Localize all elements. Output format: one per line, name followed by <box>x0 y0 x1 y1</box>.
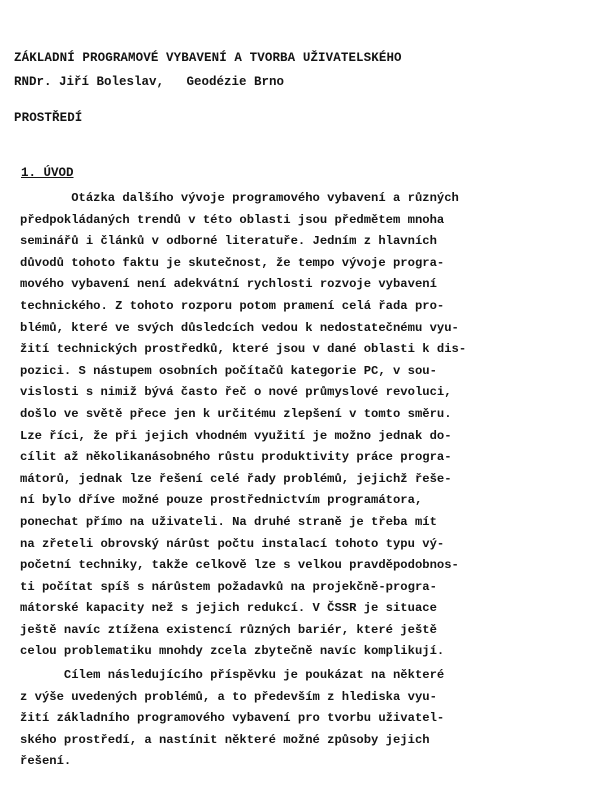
text-line: mového vybavení není adekvátní rychlosti rozvoje vybavení <box>20 277 437 292</box>
text-line: důvodů tohoto faktu je skutečnost, že tempo vývoje progra- <box>20 255 445 270</box>
text-line: řešení. <box>20 754 72 769</box>
body-text <box>20 188 590 773</box>
text-line: celou problematiku mnohdy zcela zbytečně navíc komplikují. <box>20 644 445 659</box>
paragraph <box>20 188 590 663</box>
text-line: ponechat přímo na uživateli. Na druhé straně je třeba mít <box>20 514 437 529</box>
author-line: RNDr. Jiří Boleslav, Geodézie Brno <box>14 75 285 89</box>
text-line: došlo ve světě přece jen k určitému zlepšení v tomto směru. <box>20 406 452 421</box>
text-line: z výše uvedených problémů, a to především z hlediska vyu- <box>20 689 437 704</box>
text-line: blémů, které ve svých důsledcích vedou k nedostatečnému vyu- <box>20 320 459 335</box>
text-line: předpokládaných trendů v této oblasti jsou předmětem mnoha <box>20 212 445 227</box>
text-line: pozici. S nástupem osobních počítačů kategorie PC, v sou- <box>20 363 437 378</box>
text-line: žití základního programového vybavení pro tvorbu uživatel- <box>20 711 445 726</box>
text-line: mátorské kapacity než s jejich redukcí. V ČSSR je situace <box>20 601 437 616</box>
section-heading: 1. ÚVOD <box>21 166 74 180</box>
text-line: technického. Z tohoto rozporu potom pramení celá řada pro- <box>20 298 445 313</box>
text-line: mátorů, jednak lze řešení celé řady problémů, jejichž řeše- <box>20 471 452 486</box>
paragraph <box>20 665 590 773</box>
text-line: ještě navíc ztížena existencí různých bariér, které ještě <box>20 622 437 637</box>
text-line: vislosti s nimiž bývá často řeč o nové průmyslové revoluci, <box>20 385 452 400</box>
text-line: Cílem následujícího příspěvku je poukázat na některé <box>20 668 445 683</box>
text-line: početní techniky, takže celkově lze s velkou pravděpodobnos- <box>20 558 459 573</box>
text-line: seminářů i článků v odborné literatuře. Jedním z hlavních <box>20 234 437 249</box>
text-line: žití technických prostředků, které jsou v dané oblasti k dis- <box>20 342 467 357</box>
text-line: Otázka dalšího vývoje programového vybavení a různých <box>20 191 459 205</box>
text-line: cílit až několikanásobného růstu produktivity práce progra- <box>20 450 452 465</box>
text-line: na zřeteli obrovský nárůst počtu instalací tohoto typu vý- <box>20 536 445 551</box>
text-line: Lze říci, že při jejich vhodném využití je možno jednak do- <box>20 428 452 443</box>
text-line: ského prostředí, a nastínit některé možné způsoby jejich <box>20 732 430 747</box>
title-line: PROSTŘEDÍ <box>14 111 83 125</box>
title-line: ZÁKLADNÍ PROGRAMOVÉ VYBAVENÍ A TVORBA UŽIVATELSKÉHO <box>14 51 402 65</box>
text-line: ní bylo dříve možné pouze prostřednictvím programátora, <box>20 493 423 508</box>
text-line: ti počítat spíš s nárůstem požadavků na projekčně-progra- <box>20 579 437 594</box>
